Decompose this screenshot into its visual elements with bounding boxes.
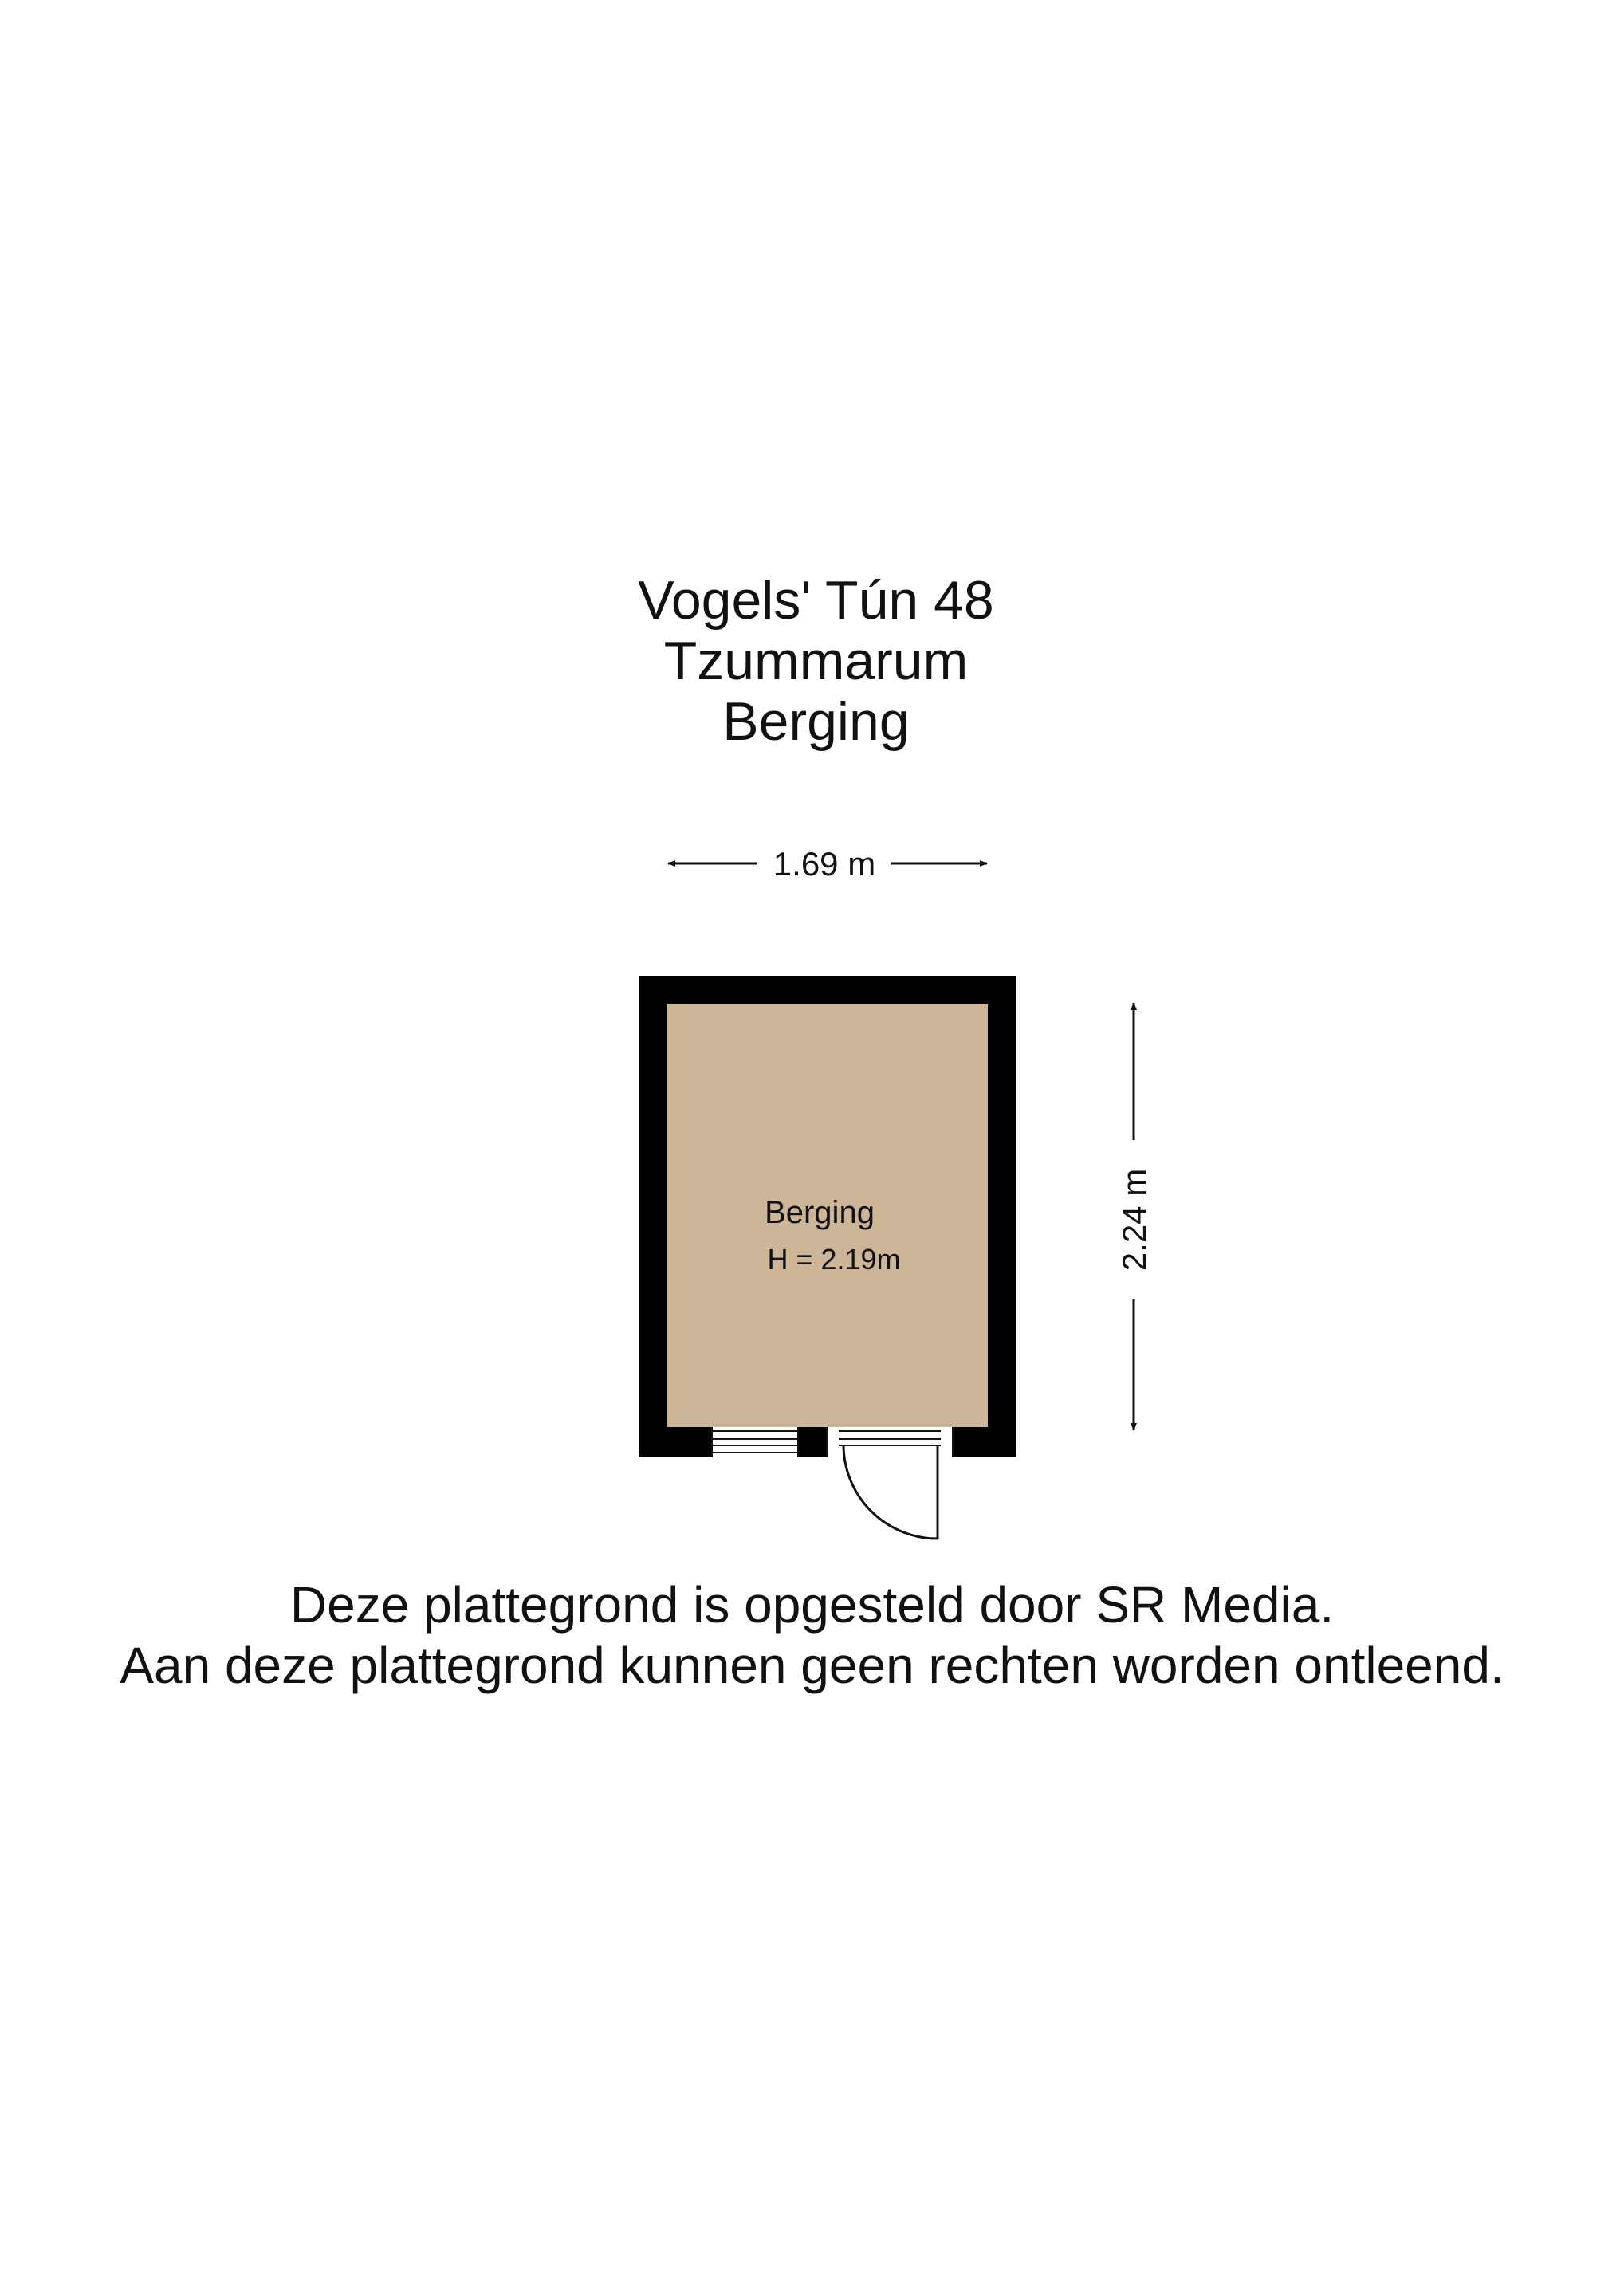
width-dimension-label: 1.69 m [773,845,876,883]
door-swing-arc [843,1445,938,1539]
width-dimension [668,845,987,883]
address-title: Vogels' Tún 48 [638,570,994,631]
city-title: Tzummarum [663,631,969,691]
disclaimer-line-2: Aan deze plattegrond kunnen geen rechten worden ontleend. [120,1637,1504,1694]
door [826,1427,954,1539]
window [711,1427,799,1457]
disclaimer [0,1575,1624,1696]
floor-title: Berging [722,691,910,752]
height-dimension [1115,1003,1153,1430]
disclaimer-line-1: Deze plattegrond is opgesteld door SR Media. [289,1576,1335,1634]
room-height: H = 2.19m [767,1243,901,1276]
room-name: Berging [765,1195,875,1230]
height-dimension-label: 2.24 m [1115,1168,1153,1272]
